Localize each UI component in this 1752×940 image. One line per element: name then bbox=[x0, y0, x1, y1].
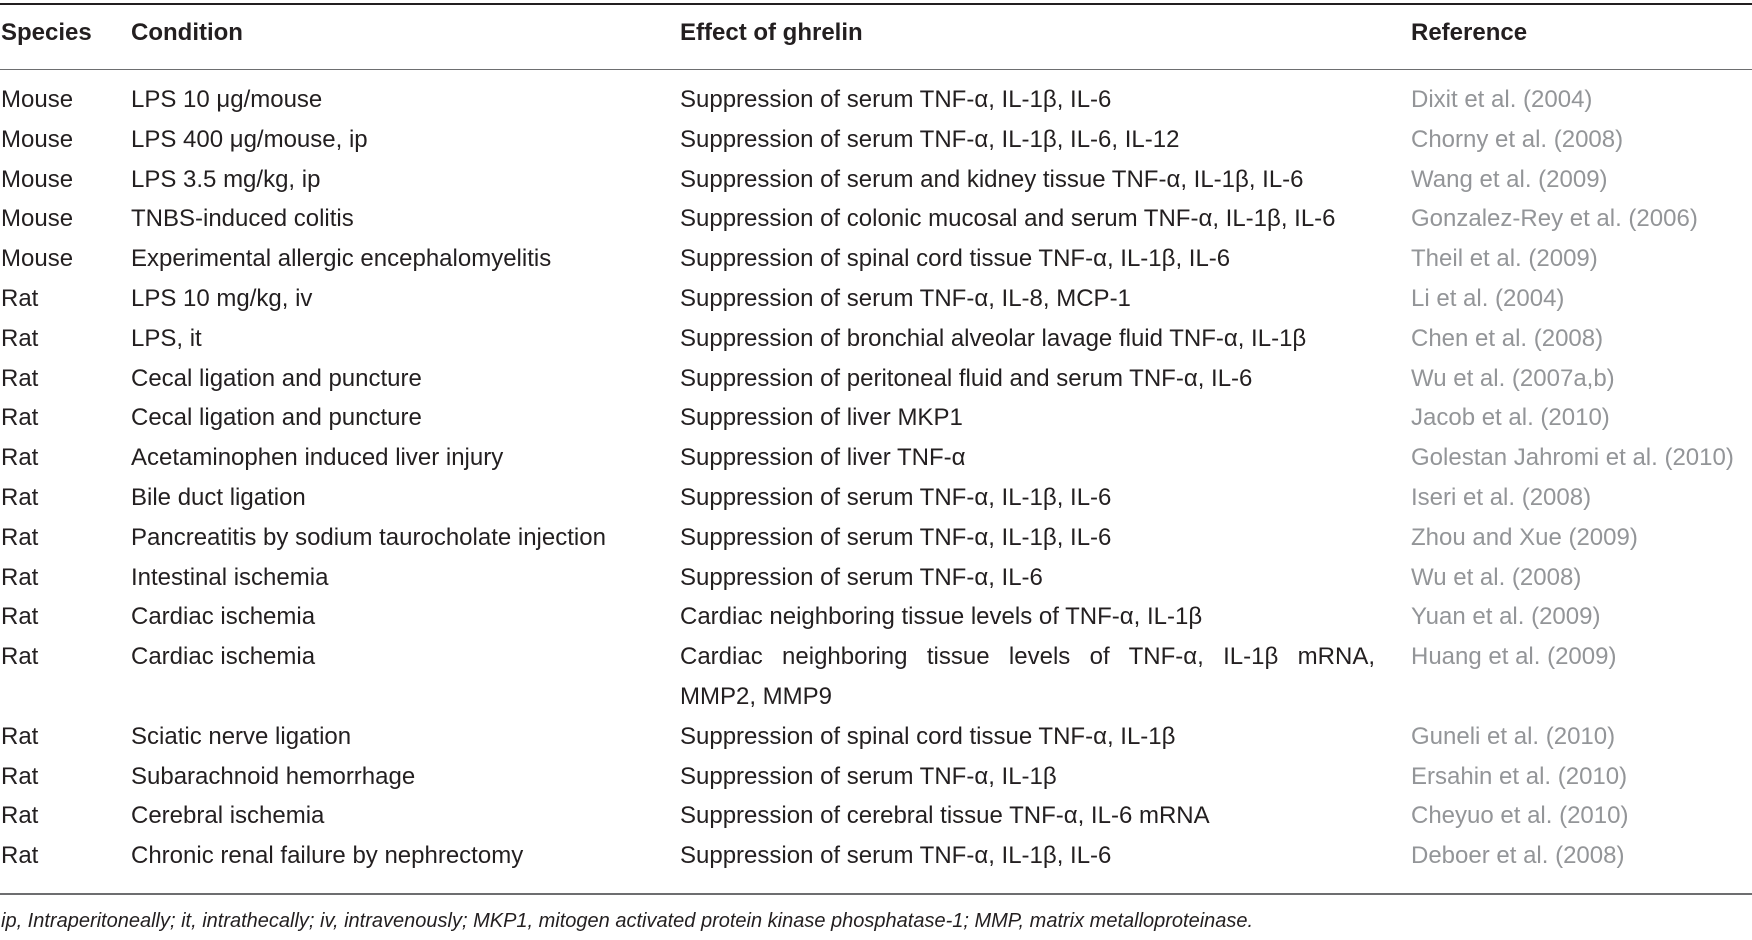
cell-condition: TNBS-induced colitis bbox=[131, 205, 354, 233]
cell-species: Mouse bbox=[1, 165, 74, 193]
cell-condition: Cardiac ischemia bbox=[131, 603, 316, 631]
cell-species: Mouse bbox=[1, 86, 74, 113]
cell-reference: Chen et al. (2008) bbox=[1411, 324, 1604, 352]
cell-species: Rat bbox=[1, 484, 39, 511]
cell-species: Mouse bbox=[1, 205, 74, 233]
cell-effect bbox=[680, 637, 1375, 717]
cell-condition: Cardiac ischemia bbox=[131, 643, 316, 671]
cell-effect: Suppression of bronchial alveolar lavage fluid TNF-α, IL-1β bbox=[680, 324, 1307, 352]
cell-reference: Li et al. (2004) bbox=[1411, 285, 1565, 312]
cell-reference: Wu et al. (2008) bbox=[1411, 563, 1582, 591]
cell-reference: Ersahin et al. (2010) bbox=[1411, 762, 1628, 790]
cell-species: Rat bbox=[1, 285, 39, 312]
cell-effect: Suppression of cerebral tissue TNF-α, IL-6 mRNA bbox=[680, 802, 1210, 830]
cell-reference: Wang et al. (2009) bbox=[1411, 165, 1608, 193]
cell-effect: Suppression of serum TNF-α, IL-8, MCP-1 bbox=[680, 285, 1131, 312]
cell-effect: Suppression of colonic mucosal and serum TNF-α, IL-1β, IL-6 bbox=[680, 205, 1336, 233]
cell-effect: Suppression of spinal cord tissue TNF-α, IL-1β, IL-6 bbox=[680, 245, 1231, 273]
cell-condition: Pancreatitis by sodium taurocholate injection bbox=[131, 523, 606, 551]
cell-condition: Cerebral ischemia bbox=[131, 802, 325, 830]
cell-condition: Subarachnoid hemorrhage bbox=[131, 762, 416, 790]
cell-effect: Cardiac neighboring tissue levels of TNF-α, IL-1β bbox=[680, 603, 1203, 631]
table-footnote: ip, Intraperitoneally; it, intrathecally; iv, intravenously; MKP1, mitogen activated protein kinase phosphatase-1; MMP, matrix metalloproteinase. bbox=[1, 910, 1254, 932]
header-rule bbox=[0, 69, 1752, 70]
cell-effect: Suppression of serum TNF-α, IL-1β, IL-6 bbox=[680, 484, 1112, 511]
cell-reference: Wu et al. (2007a,b) bbox=[1411, 364, 1615, 392]
cell-condition: Chronic renal failure by nephrectomy bbox=[131, 842, 524, 870]
cell-effect: Suppression of peritoneal fluid and serum TNF-α, IL-6 bbox=[680, 364, 1253, 392]
cell-reference: Dixit et al. (2004) bbox=[1411, 86, 1593, 113]
cell-reference: Zhou and Xue (2009) bbox=[1411, 523, 1638, 551]
cell-reference: Gonzalez-Rey et al. (2006) bbox=[1411, 205, 1698, 233]
cell-effect: Suppression of serum TNF-α, IL-1β, IL-6 bbox=[680, 523, 1112, 551]
table-bottom-rule bbox=[0, 893, 1752, 895]
cell-effect: Suppression of spinal cord tissue TNF-α, IL-1β bbox=[680, 722, 1176, 750]
header-effect: Effect of ghrelin bbox=[680, 19, 863, 46]
cell-condition: LPS, it bbox=[131, 324, 202, 352]
cell-effect: Suppression of serum and kidney tissue TNF-α, IL-1β, IL-6 bbox=[680, 165, 1304, 193]
cell-species: Rat bbox=[1, 842, 39, 870]
cell-species: Rat bbox=[1, 762, 39, 790]
cell-reference: Chorny et al. (2008) bbox=[1411, 125, 1624, 153]
cell-effect: Suppression of serum TNF-α, IL-1β, IL-6 bbox=[680, 842, 1112, 870]
cell-reference: Deboer et al. (2008) bbox=[1411, 842, 1625, 870]
table-top-rule bbox=[0, 3, 1752, 5]
cell-condition: LPS 10 μg/mouse bbox=[131, 86, 323, 113]
cell-species: Rat bbox=[1, 404, 39, 432]
cell-condition: Intestinal ischemia bbox=[131, 563, 329, 591]
header-reference: Reference bbox=[1411, 19, 1528, 46]
cell-species: Mouse bbox=[1, 245, 74, 273]
cell-condition: Cecal ligation and puncture bbox=[131, 364, 422, 392]
cell-effect: Suppression of serum TNF-α, IL-1β, IL-6 bbox=[680, 86, 1112, 113]
cell-species: Rat bbox=[1, 364, 39, 392]
cell-condition: Cecal ligation and puncture bbox=[131, 404, 422, 432]
cell-reference: Theil et al. (2009) bbox=[1411, 245, 1598, 273]
cell-reference: Golestan Jahromi et al. (2010) bbox=[1411, 444, 1734, 472]
cell-effect: Suppression of serum TNF-α, IL-1β, IL-6, IL-12 bbox=[680, 125, 1180, 153]
cell-condition: LPS 3.5 mg/kg, ip bbox=[131, 165, 321, 193]
cell-effect-line2: MMP2, MMP9 bbox=[680, 683, 833, 711]
cell-species: Rat bbox=[1, 643, 39, 671]
cell-species: Rat bbox=[1, 722, 39, 750]
cell-condition: LPS 10 mg/kg, iv bbox=[131, 285, 313, 312]
cell-condition: Experimental allergic encephalomyelitis bbox=[131, 245, 552, 273]
cell-reference: Jacob et al. (2010) bbox=[1411, 404, 1610, 432]
cell-species: Mouse bbox=[1, 125, 74, 153]
cell-species: Rat bbox=[1, 603, 39, 631]
cell-reference: Iseri et al. (2008) bbox=[1411, 484, 1592, 511]
header-condition: Condition bbox=[131, 19, 243, 46]
header-species: Species bbox=[1, 19, 92, 46]
cell-species: Rat bbox=[1, 444, 39, 472]
cell-condition: Bile duct ligation bbox=[131, 484, 306, 511]
cell-condition: LPS 400 μg/mouse, ip bbox=[131, 125, 368, 153]
cell-species: Rat bbox=[1, 802, 39, 830]
cell-species: Rat bbox=[1, 523, 39, 551]
cell-reference: Cheyuo et al. (2010) bbox=[1411, 802, 1629, 830]
cell-effect: Suppression of liver TNF-α bbox=[680, 444, 966, 472]
cell-reference: Huang et al. (2009) bbox=[1411, 643, 1617, 671]
cell-species: Rat bbox=[1, 563, 39, 591]
cell-species: Rat bbox=[1, 324, 39, 352]
cell-condition: Sciatic nerve ligation bbox=[131, 722, 352, 750]
cell-reference: Guneli et al. (2010) bbox=[1411, 722, 1616, 750]
cell-effect: Suppression of serum TNF-α, IL-1β bbox=[680, 762, 1057, 790]
cell-condition: Acetaminophen induced liver injury bbox=[131, 444, 504, 472]
cell-effect-line1: Cardiac neighboring tissue levels of TNF-α, IL-1β mRNA, bbox=[680, 643, 1375, 671]
cell-effect: Suppression of liver MKP1 bbox=[680, 404, 963, 432]
cell-effect: Suppression of serum TNF-α, IL-6 bbox=[680, 563, 1043, 591]
cell-reference: Yuan et al. (2009) bbox=[1411, 603, 1601, 631]
